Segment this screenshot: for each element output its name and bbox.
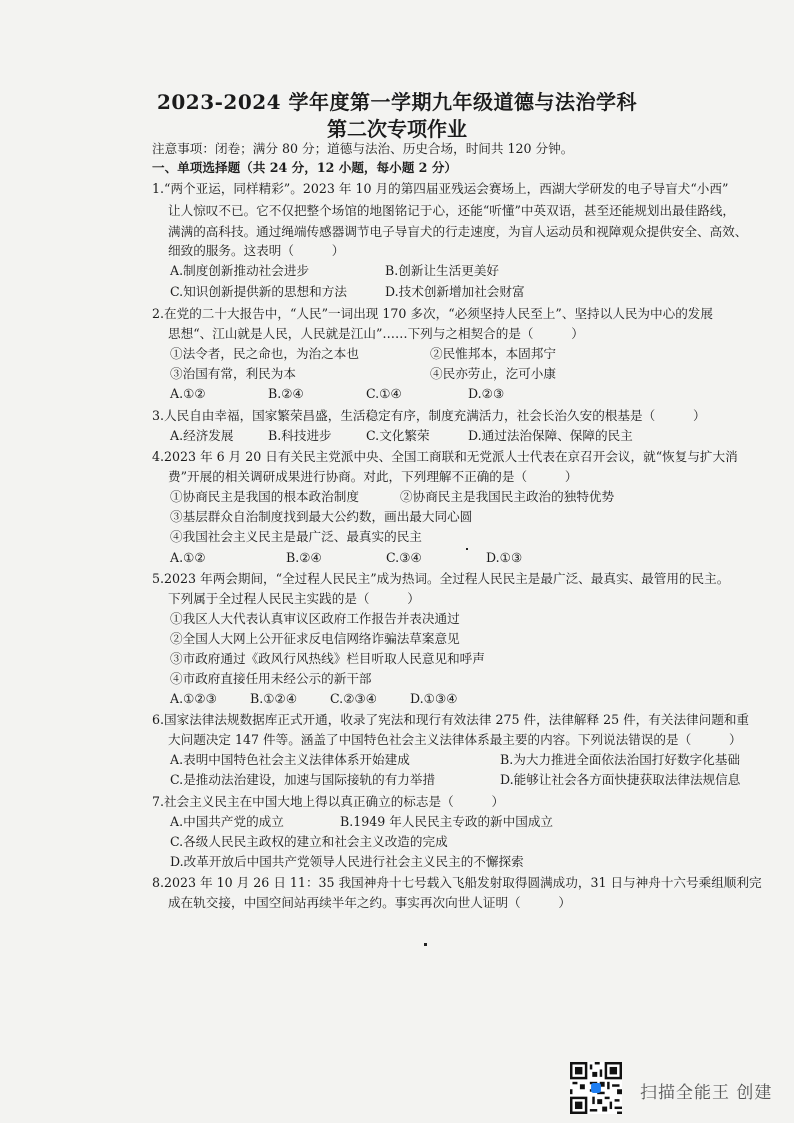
- q2-statement-3: ③治国有常，利民为本: [170, 366, 296, 381]
- q6-option-c: C.是推动法治建设，加速与国际接轨的有力举措: [170, 772, 436, 787]
- q2-option-b: B.②④: [268, 386, 304, 401]
- q5-stem-line: 5.2023 年两会期间，“全过程人民民主”成为热词。全过程人民民主是最广泛、最真实、最管用的民主。: [152, 571, 730, 586]
- q7-option-d: D.改革开放后中国共产党领导人民进行社会主义民主的不懈探索: [170, 854, 524, 869]
- q8-stem-line: 8.2023 年 10 月 26 日 11：35 我国神舟十七号载入飞船发射取得圆满成功，31 日与神舟十六号乘组顺利完: [152, 875, 762, 890]
- q1-option-a: A.制度创新推动社会进步: [170, 263, 310, 278]
- q1-stem-line: 让人惊叹不已。它不仅把整个场馆的地图铭记于心，还能“听懂”中英双语，甚至还能规划出最佳路线，: [168, 203, 736, 218]
- q7-option-a: A.中国共产党的成立: [170, 814, 284, 829]
- q2-statement-2: ②民惟邦本，本固邦宁: [430, 346, 556, 361]
- q5-stem-line: 下列属于全过程人民民主实践的是（ ）: [168, 591, 420, 606]
- section-heading: 一、单项选择题（共 24 分，12 小题，每小题 2 分）: [152, 160, 458, 175]
- q6-option-d: D.能够让社会各方面快捷获取法律法规信息: [500, 772, 741, 787]
- q2-option-d: D.②③: [468, 386, 505, 401]
- q5-statement-4: ④市政府直接任用未经公示的新干部: [170, 671, 372, 686]
- q5-statement-2: ②全国人大网上公开征求反电信网络诈骗法草案意见: [170, 631, 460, 646]
- q1-option-c: C.知识创新提供新的思想和方法: [170, 284, 347, 299]
- page-title: 2023-2024 学年度第一学期九年级道德与法治学科: [156, 90, 638, 114]
- q5-statement-1: ①我区人大代表认真审议区政府工作报告并表决通过: [170, 611, 460, 626]
- q1-option-b: B.创新让生活更美好: [385, 263, 500, 278]
- q6-option-a: A.表明中国特色社会主义法律体系开始建成: [170, 752, 410, 767]
- q5-option-a: A.①②③: [170, 691, 217, 706]
- q2-statement-1: ①法令者，民之命也，为治之本也: [170, 346, 359, 361]
- q2-statement-4: ④民亦劳止，汔可小康: [430, 366, 556, 381]
- q2-stem-line: 2.在党的二十大报告中，“人民”一词出现 170 多次，“必须坚持人民至上”、坚持以人民为中心的发展: [152, 306, 713, 321]
- page-subtitle: 第二次专项作业: [327, 117, 467, 141]
- q5-option-c: C.②③④: [330, 691, 378, 706]
- scan-speck: [424, 943, 427, 946]
- q6-option-b: B.为大力推进全面依法治国打好数字化基础: [500, 752, 740, 767]
- q4-option-c: C.③④: [386, 550, 422, 565]
- q6-stem-line: 6.国家法律法规数据库正式开通，收录了宪法和现行有效法律 275 件，法律解释 25 件，有关法律问题和重: [152, 712, 750, 727]
- q3-option-d: D.通过法治保障、保障的民主: [468, 428, 633, 443]
- q2-stem-line: 思想“、江山就是人民，人民就是江山”……下列与之相契合的是（ ）: [168, 326, 584, 341]
- q3-stem-line: 3.人民自由幸福，国家繁荣昌盛，生活稳定有序，制度充满活力，社会长治久安的根基是（ ）: [152, 408, 706, 423]
- q7-option-b: B.1949 年人民民主专政的新中国成立: [340, 814, 554, 829]
- q4-statement-4: ④我国社会主义民主是最广泛、最真实的民主: [170, 529, 422, 544]
- q4-stem-line: 4.2023 年 6 月 20 日有关民主党派中央、全国工商联和无党派人士代表在京召开会议，就“恢复与扩大消: [152, 449, 738, 464]
- q7-option-c: C.各级人民民主政权的建立和社会主义改造的完成: [170, 834, 448, 849]
- q4-statement-2: ②协商民主是我国民主政治的独特优势: [400, 489, 615, 504]
- q5-statement-3: ③市政府通过《政风行风热线》栏目听取人民意见和呼声: [170, 651, 485, 666]
- q1-option-d: D.技术创新增加社会财富: [385, 284, 525, 299]
- q2-option-a: A.①②: [170, 386, 206, 401]
- q4-statement-3: ③基层群众自治制度找到最大公约数，画出最大同心圆: [170, 509, 473, 524]
- notice-text: 注意事项：闭卷；满分 80 分；道德与法治、历史合场，时间共 120 分钟。: [152, 141, 574, 156]
- q1-stem-line: 细致的服务。这表明（ ）: [168, 243, 345, 258]
- q1-stem-line: 1.“两个亚运，同样精彩”。2023 年 10 月的第四届亚残运会赛场上，西湖大学研发的电子导盲犬“小西”: [152, 181, 729, 196]
- q4-option-b: B.②④: [286, 550, 322, 565]
- scan-speck: [466, 548, 468, 550]
- q3-option-c: C.文化繁荣: [366, 428, 430, 443]
- q4-option-d: D.①③: [486, 550, 523, 565]
- q1-stem-line: 满满的高科技。通过绳端传感器调节电子导盲犬的行走速度，为盲人运动员和视障观众提供安全、高效、: [168, 224, 748, 239]
- q5-option-b: B.①②④: [250, 691, 298, 706]
- q4-option-a: A.①②: [170, 550, 206, 565]
- q2-option-c: C.①④: [366, 386, 402, 401]
- q8-stem-line: 成在轨交接，中国空间站再续半年之约。事实再次向世人证明（ ）: [168, 895, 571, 910]
- q4-stem-line: 费”开展的相关调研成果进行协商。对此，下列理解不正确的是（ ）: [168, 469, 578, 484]
- q4-statement-1: ①协商民主是我国的根本政治制度: [170, 489, 359, 504]
- qr-code-icon: [570, 1062, 622, 1114]
- q6-stem-line: 大问题决定 147 件等。涵盖了中国特色社会主义法律体系最主要的内容。下列说法错误的是（ ）: [168, 732, 742, 747]
- q3-option-b: B.科技进步: [268, 428, 332, 443]
- q5-option-d: D.①③④: [410, 691, 458, 706]
- q7-stem-line: 7.社会主义民主在中国大地上得以真正确立的标志是（ ）: [152, 794, 505, 809]
- q3-option-a: A.经济发展: [170, 428, 234, 443]
- scanner-brand-watermark: 扫描全能王 创建: [640, 1083, 773, 1103]
